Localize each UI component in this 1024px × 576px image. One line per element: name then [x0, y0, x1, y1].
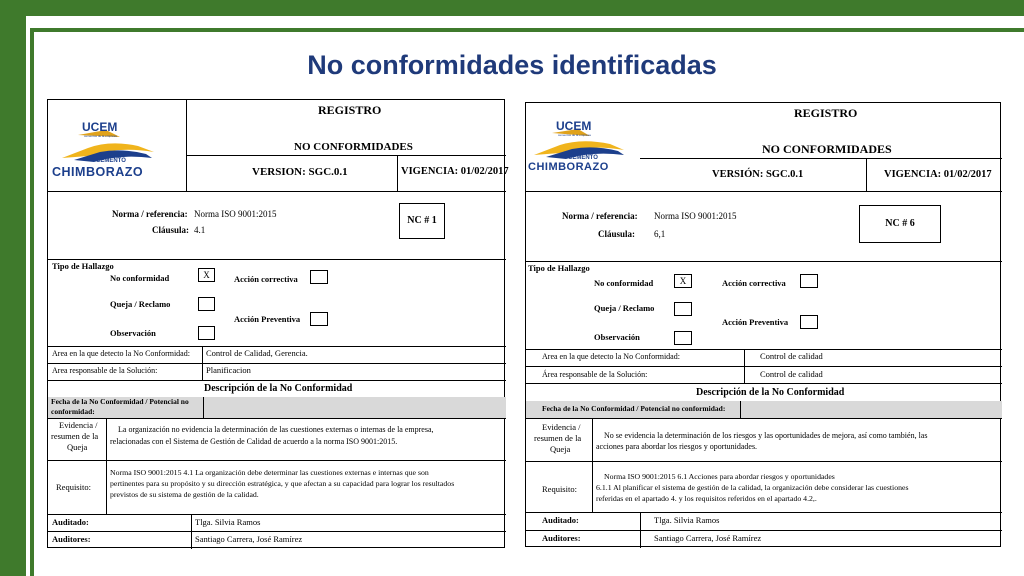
clausula-value: 4.1	[194, 225, 206, 235]
requisito-label: Requisito:	[542, 484, 577, 494]
norma-value: Norma ISO 9001:2015	[194, 209, 277, 219]
ucem-chimborazo-logo	[48, 100, 186, 190]
evidencia-label-line1: Evidencia /	[59, 420, 98, 430]
clausula-value: 6,1	[654, 229, 666, 239]
area-detecto-label: Area en la que detecto la No Conformidad:	[542, 352, 680, 361]
tipo-hallazgo-label: Tipo de Hallazgo	[528, 263, 590, 273]
evidencia-label-line3: Queja	[550, 444, 571, 454]
requisito-text-line1: Norma ISO 9001:2015 4.1 La organización debe determinar las cuestiones externas e internas que son	[110, 468, 429, 477]
evidencia-label-line2: resumen de la	[534, 433, 582, 443]
header-no-conformidades: NO CONFORMIDADES	[294, 141, 413, 153]
requisito-label: Requisito:	[56, 482, 91, 492]
logo-chimborazo-text: CHIMBORAZO	[528, 161, 609, 173]
no-conformidad-label: No conformidad	[110, 273, 170, 283]
no-conformidad-checkbox[interactable]: X	[198, 268, 215, 282]
no-conformidad-checkbox[interactable]: X	[674, 274, 692, 288]
requisito-text-line3: previstos de su sistema de gestión de la calidad.	[110, 490, 259, 499]
descripcion-title: Descripción de la No Conformidad	[696, 387, 845, 398]
area-detecto-value: Control de Calidad, Gerencia.	[206, 348, 308, 358]
clausula-label: Cláusula:	[152, 225, 190, 235]
requisito-text-line2: 6.1.1 Al planificar el sistema de gestión de la calidad, la organización debe considerar las cuestiones	[596, 483, 909, 492]
auditado-value: Tlga. Silvia Ramos	[654, 515, 720, 525]
logo-tagline: cementos de la empresa	[558, 133, 591, 137]
auditores-label: Auditores:	[542, 533, 581, 543]
frame-left-inner-line	[30, 30, 34, 576]
accion-correctiva-checkbox[interactable]	[310, 270, 328, 284]
observacion-label: Observación	[110, 328, 156, 338]
frame-top-inner-line	[30, 28, 1024, 32]
auditores-label: Auditores:	[52, 534, 91, 544]
queja-reclamo-label: Queja / Reclamo	[594, 303, 655, 313]
logo-chimborazo-text: CHIMBORAZO	[52, 165, 144, 179]
logo-ucem-text: UCEM	[82, 120, 118, 134]
norma-value: Norma ISO 9001:2015	[654, 211, 737, 221]
auditado-value: Tlga. Silvia Ramos	[195, 517, 261, 527]
header-version: VERSIÓN: SGC.0.1	[712, 169, 804, 180]
auditores-value: Santiago Carrera, José Ramírez	[654, 533, 762, 543]
no-conformidad-label: No conformidad	[594, 278, 654, 288]
fecha-label-line1: Fecha de la No Conformidad / Potencial no	[51, 397, 189, 406]
evidencia-label-line1: Evidencia /	[542, 422, 581, 432]
auditores-value: Santiago Carrera, José Ramírez	[195, 534, 303, 544]
norma-label: Norma / referencia:	[562, 211, 638, 221]
descripcion-title: Descripción de la No Conformidad	[204, 383, 353, 394]
nc-form-1	[47, 99, 509, 548]
header-vigencia: VIGENCIA: 01/02/2017	[884, 169, 992, 180]
fecha-label: Fecha de la No Conformidad / Potencial no conformidad:	[542, 404, 726, 413]
accion-preventiva-label: Acción Preventiva	[234, 314, 301, 324]
fecha-label-line2: conformidad:	[51, 407, 95, 416]
norma-label: Norma / referencia:	[112, 209, 188, 219]
requisito-text-line3: referidas en el apartado 4. y los requisitos referidos en el apartado 4.2,.	[596, 494, 817, 503]
observacion-label: Observación	[594, 332, 640, 342]
slide-title: No conformidades identificadas	[307, 50, 717, 80]
accion-preventiva-checkbox[interactable]	[800, 315, 818, 329]
accion-preventiva-checkbox[interactable]	[310, 312, 328, 326]
observacion-checkbox[interactable]	[674, 331, 692, 345]
requisito-text-line2: pertinentes para su propósito y su dirección estratégica, y que afectan a su capacidad para lograr los resultados	[110, 479, 455, 488]
observacion-checkbox[interactable]	[198, 326, 215, 340]
queja-reclamo-checkbox[interactable]	[674, 302, 692, 316]
evidencia-text-line2: acciones para abordar los riesgos y oportunidades.	[596, 442, 758, 451]
evidencia-text-line1: No se evidencia la determinación de los riesgos y las oportunidades de mejora, así como también, las	[604, 431, 928, 440]
area-detecto-value: Control de calidad	[760, 351, 823, 361]
evidencia-text-line2: relacionadas con el Sistema de Gestión de Calidad de acuerdo a la norma ISO 9001:2015.	[110, 437, 398, 446]
frame-left-bar	[0, 0, 26, 576]
logo-tagline: cementos de la empresa	[84, 134, 117, 138]
accion-correctiva-label: Acción correctiva	[234, 274, 298, 284]
header-vigencia: VIGENCIA: 01/02/2017	[401, 166, 509, 177]
auditado-label: Auditado:	[52, 517, 89, 527]
clausula-label: Cláusula:	[598, 229, 636, 239]
area-responsable-label: Area responsable de la Solución:	[52, 366, 158, 375]
nc-form-2	[525, 102, 1001, 547]
accion-preventiva-label: Acción Preventiva	[722, 317, 789, 327]
evidencia-label-line3: Queja	[67, 442, 88, 452]
logo-cemento-text: CEMENTO	[96, 158, 126, 164]
area-detecto-label: Area en la que detecto la No Conformidad:	[52, 349, 190, 358]
area-responsable-value: Control de calidad	[760, 369, 823, 379]
header-registro: REGISTRO	[318, 103, 382, 117]
area-responsable-label: Área responsable de la Solución:	[542, 370, 648, 379]
header-version: VERSION: SGC.0.1	[252, 166, 348, 178]
auditado-label: Auditado:	[542, 515, 579, 525]
requisito-text-line1: Norma ISO 9001:2015 6.1 Acciones para abordar riesgos y oportunidades	[604, 472, 835, 481]
header-no-conformidades: NO CONFORMIDADES	[762, 142, 892, 156]
accion-correctiva-label: Acción correctiva	[722, 278, 786, 288]
evidencia-label-line2: resumen de la	[51, 431, 99, 441]
logo-ucem-text: UCEM	[556, 119, 592, 133]
nc-number-box: NC # 6	[859, 205, 941, 243]
nc-number-box: NC # 1	[399, 203, 445, 239]
frame-top-bar	[0, 0, 1024, 16]
tipo-hallazgo-label: Tipo de Hallazgo	[52, 261, 114, 271]
header-registro: REGISTRO	[794, 106, 858, 120]
accion-correctiva-checkbox[interactable]	[800, 274, 818, 288]
queja-reclamo-label: Queja / Reclamo	[110, 299, 171, 309]
queja-reclamo-checkbox[interactable]	[198, 297, 215, 311]
evidencia-text-line1: La organización no evidencia la determinación de las cuestiones externas o internas de la empresa,	[118, 425, 434, 434]
area-responsable-value: Planificacion	[206, 365, 251, 375]
ucem-chimborazo-logo	[526, 103, 640, 183]
logo-cemento-text: CEMENTO	[568, 155, 598, 161]
